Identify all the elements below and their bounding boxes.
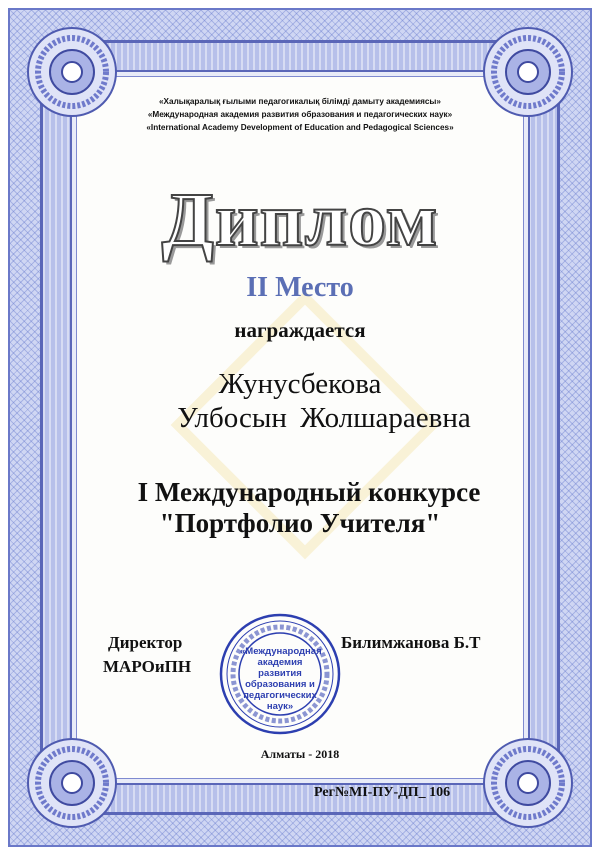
city-year: Алматы - 2018: [260, 747, 340, 761]
director-label: Директор: [108, 633, 183, 652]
director-name: Билимжанова Б.Т: [341, 633, 481, 652]
contest-name-line1: I Международный конкурсе: [137, 477, 481, 507]
academy-name-kz: «Халықаралық ғылыми педагогикалық білімді дамыту академиясы»: [159, 97, 441, 106]
awarded-label: награждается: [234, 318, 366, 342]
registration-number: Рег№МІ-ПУ-ДП_ 106: [314, 785, 451, 800]
recipient-surname: Жунусбекова: [218, 368, 382, 400]
diploma-title: Диплом: [161, 178, 439, 262]
recipient-given-names: Улбосын Жолшараевна: [177, 402, 471, 434]
academy-name-ru: «Международная академия развития образования и педагогических наук»: [147, 110, 453, 119]
stamp-text: «Международная академия развития образования и педагогических наук»: [240, 646, 322, 712]
academy-name-en: «International Academy Development of Education and Pedagogical Sciences»: [146, 123, 454, 132]
contest-name-line2: "Портфолио Учителя": [159, 508, 441, 538]
place-award: II Место: [246, 272, 354, 303]
director-org: МАРОиПН: [103, 657, 192, 676]
